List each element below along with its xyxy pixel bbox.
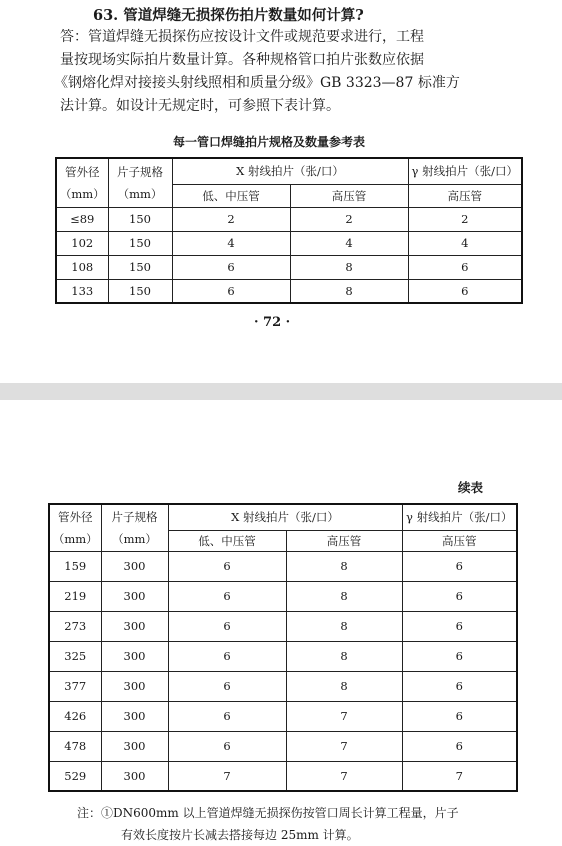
- table-caption: 每一管口焊缝拍片规格及数量参考表: [173, 135, 366, 149]
- answer-line-3: 《钢熔化焊对接接头射线照相和质量分级》GB 3323—87 标准方: [54, 75, 460, 91]
- header-xray-high: 高压管: [286, 530, 402, 551]
- cell-xray-low-mid: 7: [168, 761, 286, 791]
- cell-film-size: 300: [101, 701, 168, 731]
- cell-gamma-high: 6: [402, 581, 517, 611]
- cell-xray-high: 4: [290, 231, 408, 255]
- cell-diameter: 159: [49, 551, 101, 581]
- cell-film-size: 300: [101, 671, 168, 701]
- continued-label: 续表: [458, 480, 484, 495]
- answer-line-2: 量按现场实际拍片数量计算。各种规格管口拍片张数应依据: [60, 52, 424, 68]
- header-xray-low-mid: 低、中压管: [168, 530, 286, 551]
- cell-xray-low-mid: 6: [168, 611, 286, 641]
- cell-gamma-high: 6: [402, 701, 517, 731]
- cell-xray-high: 2: [290, 207, 408, 231]
- cell-xray-high: 8: [286, 671, 402, 701]
- page-number: · 72 ·: [254, 315, 291, 330]
- table-row: [56, 255, 522, 279]
- table-body: [49, 551, 517, 791]
- cell-film-size: 300: [101, 581, 168, 611]
- cell-gamma-high: 6: [402, 641, 517, 671]
- cell-xray-low-mid: 6: [168, 581, 286, 611]
- cell-film-size: 300: [101, 731, 168, 761]
- table-row: [56, 231, 522, 255]
- header-xray: X 射线拍片（张/口）: [172, 158, 408, 184]
- cell-film-size: 300: [101, 611, 168, 641]
- cell-diameter: 325: [49, 641, 101, 671]
- header-gamma: γ 射线拍片（张/口）: [408, 158, 522, 184]
- table-row: [49, 701, 517, 731]
- cell-diameter: 426: [49, 701, 101, 731]
- answer-line-1: 答：管道焊缝无损探伤应按设计文件或规范要求进行，工程: [60, 29, 424, 45]
- cell-gamma-high: 6: [402, 611, 517, 641]
- answer-line-4: 法计算。如设计无规定时，可参照下表计算。: [60, 98, 340, 114]
- cell-diameter: 478: [49, 731, 101, 761]
- cell-xray-low-mid: 6: [168, 551, 286, 581]
- header-xray-high: 高压管: [290, 184, 408, 207]
- cell-film-size: 150: [108, 231, 172, 255]
- cell-gamma-high: 6: [402, 551, 517, 581]
- cell-film-size: 150: [108, 279, 172, 303]
- table-row: [49, 551, 517, 581]
- cell-xray-low-mid: 4: [172, 231, 290, 255]
- header-diameter: 管外径 （mm）: [56, 158, 108, 207]
- table-row: [49, 671, 517, 701]
- cell-gamma-high: 6: [408, 279, 522, 303]
- cell-xray-low-mid: 6: [168, 641, 286, 671]
- cell-xray-low-mid: 6: [168, 671, 286, 701]
- cell-film-size: 300: [101, 551, 168, 581]
- cell-xray-low-mid: 6: [168, 701, 286, 731]
- cell-diameter: 377: [49, 671, 101, 701]
- note-line-1: 注：①DN600mm 以上管道焊缝无损探伤按管口周长计算工程量，片子: [77, 806, 459, 820]
- cell-film-size: 300: [101, 761, 168, 791]
- radiography-table: [55, 157, 523, 304]
- cell-xray-high: 8: [286, 581, 402, 611]
- cell-xray-high: 7: [286, 761, 402, 791]
- book-page-72: [0, 0, 562, 383]
- cell-gamma-high: 7: [402, 761, 517, 791]
- cell-diameter: 219: [49, 581, 101, 611]
- cell-gamma-high: 6: [408, 255, 522, 279]
- header-diameter: 管外径 （mm）: [49, 504, 101, 551]
- cell-xray-high: 8: [286, 641, 402, 671]
- header-film-size: 片子规格 （mm）: [108, 158, 172, 207]
- cell-diameter: 529: [49, 761, 101, 791]
- cell-gamma-high: 6: [402, 731, 517, 761]
- cell-xray-low-mid: 6: [172, 255, 290, 279]
- cell-film-size: 300: [101, 641, 168, 671]
- note-line-2: 有效长度按片长减去搭接每边 25mm 计算。: [121, 828, 359, 842]
- cell-xray-high: 8: [286, 551, 402, 581]
- cell-film-size: 150: [108, 255, 172, 279]
- header-xray-low-mid: 低、中压管: [172, 184, 290, 207]
- cell-diameter: 102: [56, 231, 108, 255]
- cell-xray-low-mid: 6: [172, 279, 290, 303]
- cell-diameter: ≤89: [56, 207, 108, 231]
- cell-xray-high: 7: [286, 731, 402, 761]
- cell-xray-high: 8: [290, 255, 408, 279]
- cell-xray-high: 8: [290, 279, 408, 303]
- table-row: [49, 581, 517, 611]
- table-body: [56, 207, 522, 303]
- table-row: [49, 761, 517, 791]
- cell-xray-low-mid: 6: [168, 731, 286, 761]
- header-xray: X 射线拍片（张/口）: [168, 504, 402, 530]
- table-row: [56, 279, 522, 303]
- question-title: 63. 管道焊缝无损探伤拍片数量如何计算?: [93, 7, 364, 24]
- table-row: [49, 611, 517, 641]
- cell-film-size: 150: [108, 207, 172, 231]
- book-page-continued: [0, 400, 562, 846]
- cell-xray-low-mid: 2: [172, 207, 290, 231]
- cell-xray-high: 8: [286, 611, 402, 641]
- radiography-table-continued: [48, 503, 518, 792]
- page-gap: [0, 383, 562, 400]
- cell-xray-high: 7: [286, 701, 402, 731]
- cell-diameter: 133: [56, 279, 108, 303]
- cell-gamma-high: 2: [408, 207, 522, 231]
- table-row: [56, 207, 522, 231]
- cell-diameter: 273: [49, 611, 101, 641]
- cell-diameter: 108: [56, 255, 108, 279]
- header-film-size: 片子规格 （mm）: [101, 504, 168, 551]
- cell-gamma-high: 6: [402, 671, 517, 701]
- header-gamma: γ 射线拍片（张/口）: [402, 504, 517, 530]
- table-row: [49, 641, 517, 671]
- cell-gamma-high: 4: [408, 231, 522, 255]
- table-row: [49, 731, 517, 761]
- header-gamma-high: 高压管: [408, 184, 522, 207]
- header-gamma-high: 高压管: [402, 530, 517, 551]
